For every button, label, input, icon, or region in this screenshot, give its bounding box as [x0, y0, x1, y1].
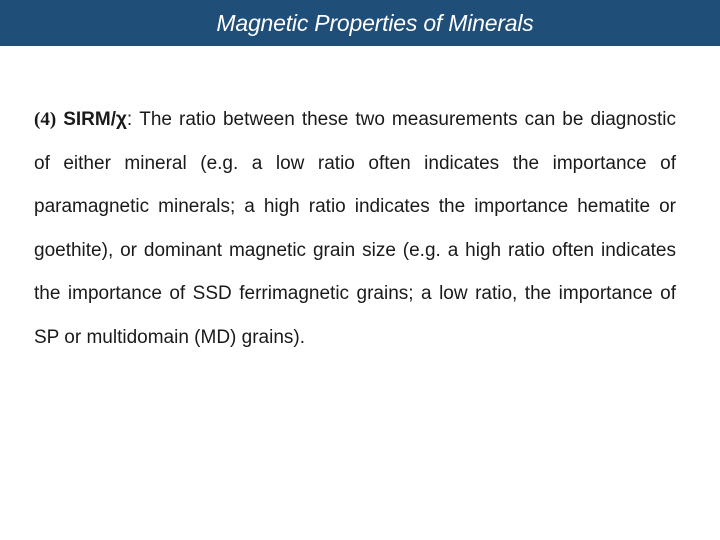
body-paragraph: [34, 98, 676, 359]
paragraph-text: The ratio between these two measurements can be diagnostic of either mineral (e.g. a low ratio often indicates the importance of paramagnetic minerals; a high ratio indicates the importance hematite or goethite), or dominant magnetic grain size (e.g. a high ratio often indicates the importance of SSD ferrimagnetic grains; a low ratio, the importance of SP or multidomain (MD) grains).: [34, 109, 677, 348]
term-colon: :: [126, 109, 133, 130]
slide-title: Magnetic Properties of Minerals: [216, 9, 534, 36]
term-label: SIRM/χ: [63, 109, 127, 130]
title-bar: [0, 0, 720, 46]
item-number: (4): [34, 109, 57, 130]
